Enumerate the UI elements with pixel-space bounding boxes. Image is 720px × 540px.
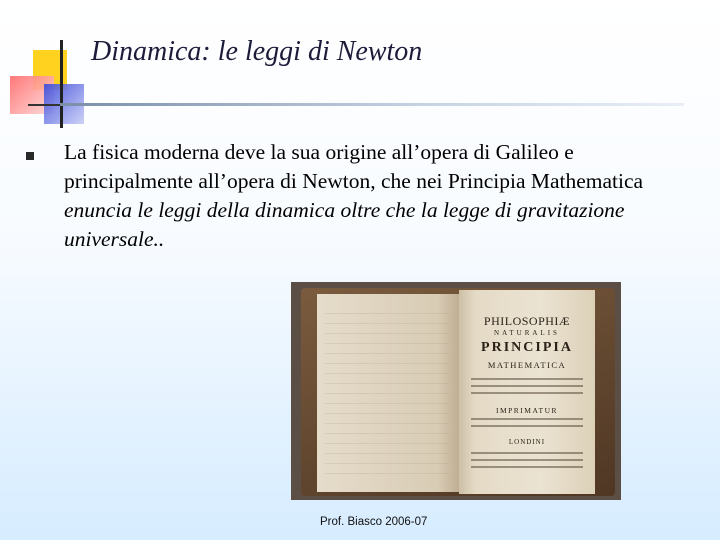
book-text-line: [471, 418, 583, 420]
book-title-line-4: MATHEMATICA: [487, 360, 567, 370]
book-city: LONDINI: [508, 438, 546, 446]
principia-book-photo: [291, 282, 621, 500]
title-underline: [60, 103, 684, 106]
book-title-line-2: NATURALIS: [494, 329, 560, 337]
book-text-line: [471, 452, 583, 454]
bullet-text: [64, 138, 704, 254]
slide-title: Dinamica: le leggi di Newton: [91, 36, 423, 67]
book-text-line: [471, 466, 583, 468]
book-text-line: [471, 385, 583, 387]
book-title-line-1: PHILOSOPHIÆ: [483, 314, 571, 328]
book-text-line: [471, 378, 583, 380]
book-title-page: [459, 290, 595, 494]
book-title-line-3: PRINCIPIA: [481, 340, 573, 355]
slide-footer: Prof. Biasco 2006-07: [320, 516, 428, 528]
book-text-line: [471, 425, 583, 427]
book-left-page: [317, 294, 459, 492]
logo-vertical-line: [60, 40, 63, 128]
book-text-line: [471, 392, 583, 394]
bullet-square-icon: [26, 152, 34, 160]
bullet-plain-text: La fisica moderna deve la sua origine all’opera di Galileo e principalmente all’opera di Newton, che nei Principia Mathematica: [64, 140, 644, 193]
bullet-italic-text: enuncia le leggi della dinamica oltre che la legge di gravitazione universale..: [64, 198, 625, 251]
book-text-line: [471, 459, 583, 461]
book-imprimatur: IMPRIMATUR: [495, 406, 559, 415]
